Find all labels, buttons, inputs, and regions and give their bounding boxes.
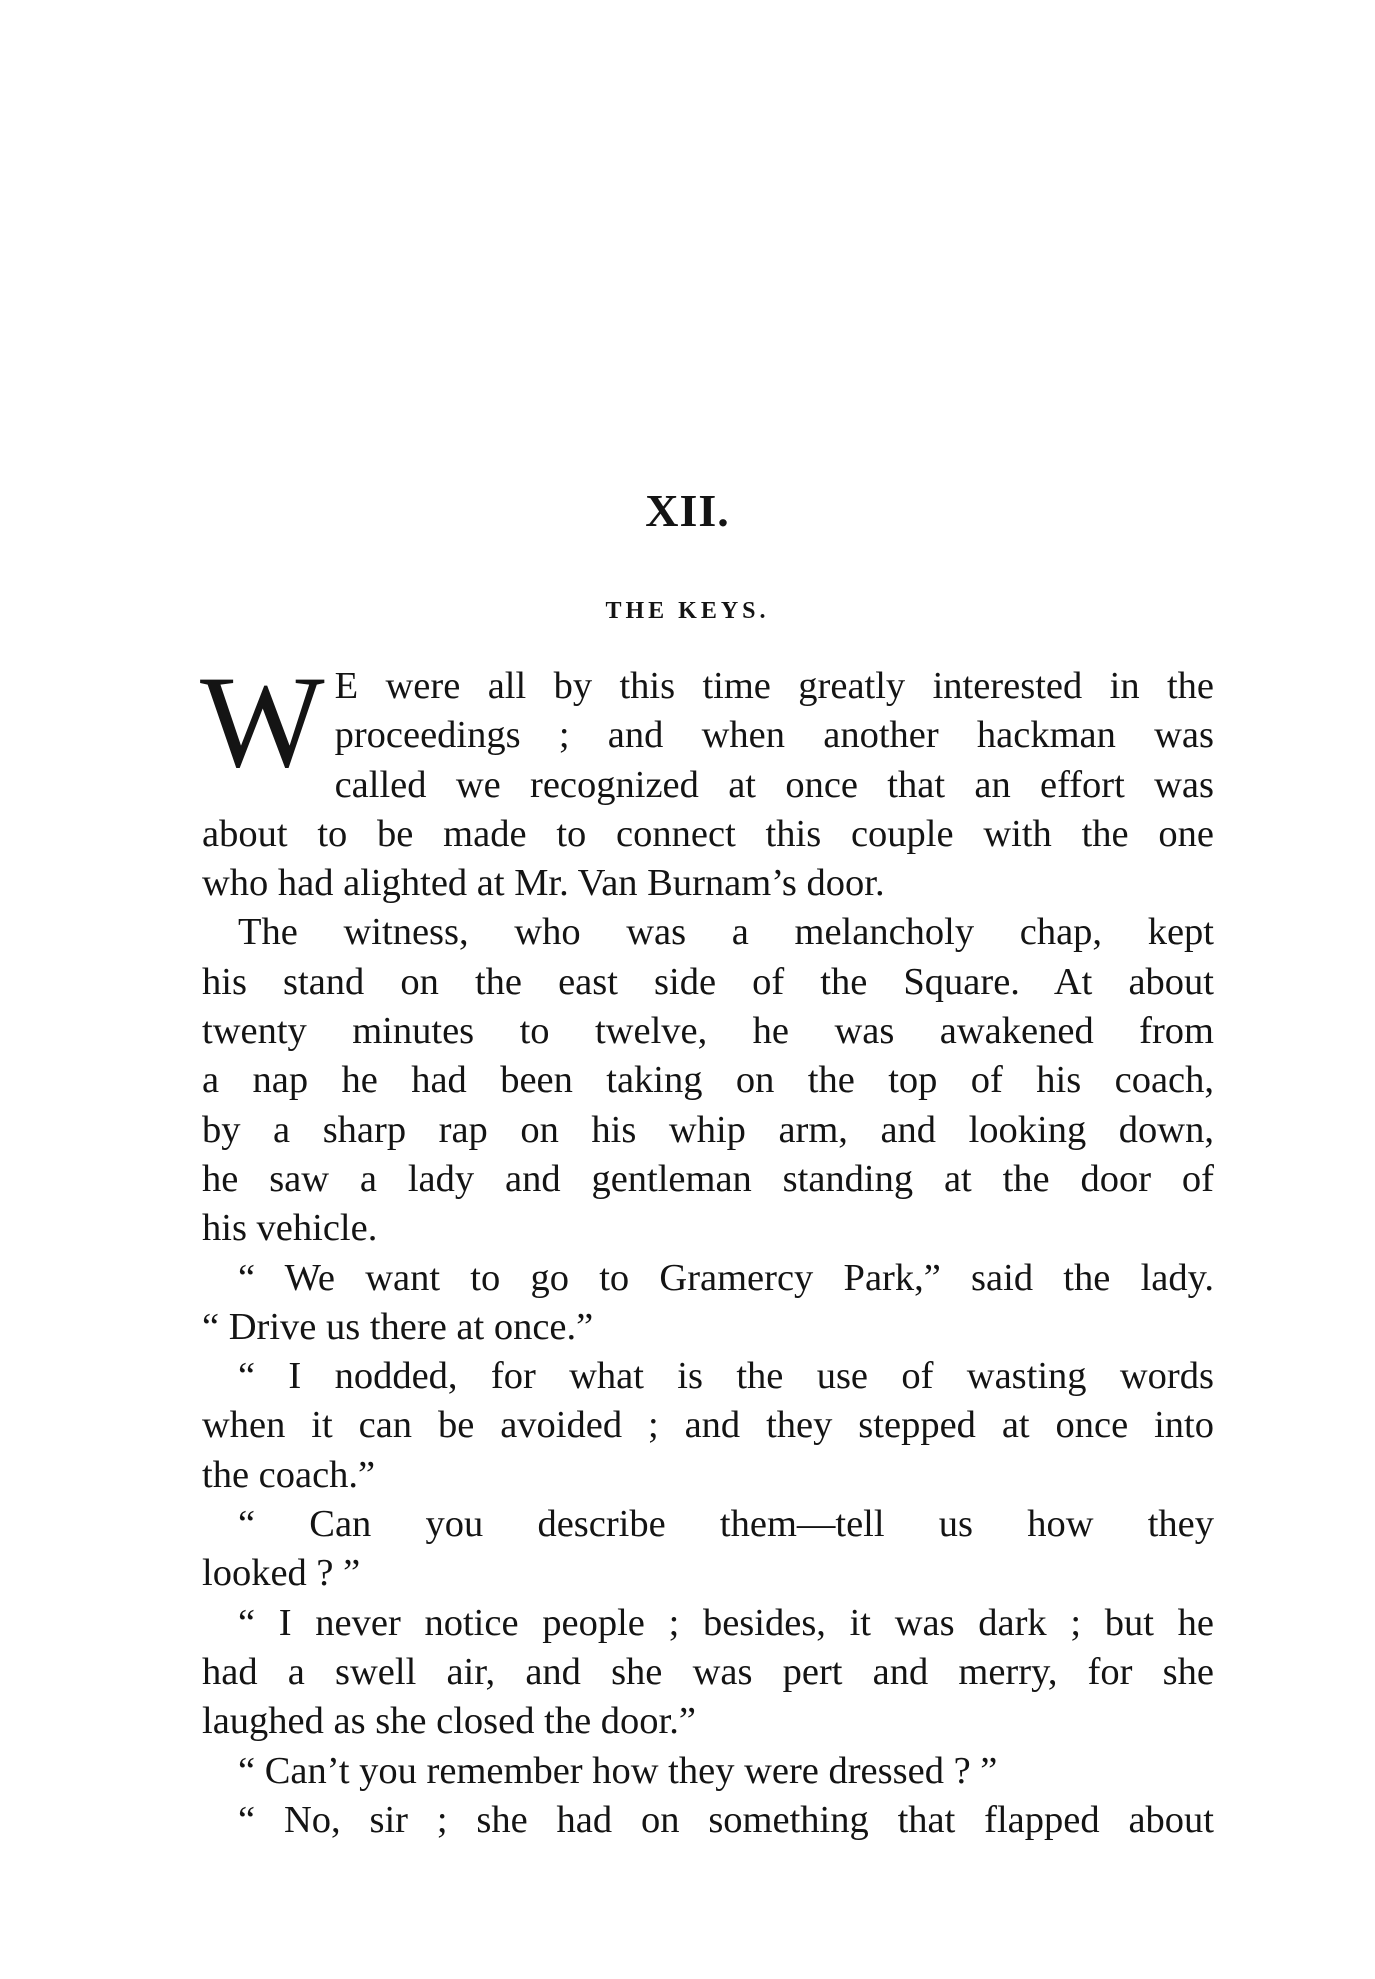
text-line: “ Drive us there at once.”: [202, 1305, 594, 1348]
chapter-number: XII.: [645, 485, 730, 536]
text-line: twenty minutes to twelve, he was awakened from: [202, 1010, 1214, 1053]
text-line: proceedings ; and when another hackman was: [334, 714, 1214, 757]
drop-cap: W: [200, 648, 325, 795]
text-line: laughed as she closed the door.”: [202, 1700, 696, 1743]
text-line: “ Can you describe them—tell us how they: [238, 1503, 1214, 1546]
paragraph-6: [202, 1599, 1214, 1747]
paragraph-5: [202, 1500, 1214, 1599]
text-line: “ Can’t you remember how they were dressed ? ”: [238, 1749, 998, 1792]
text-line: his vehicle.: [202, 1207, 378, 1250]
chapter-title: THE KEYS.: [605, 598, 770, 624]
text-line: the coach.”: [202, 1453, 376, 1496]
text-line: “ I nodded, for what is the use of wasting words: [238, 1355, 1214, 1398]
text-line: had a swell air, and she was pert and merry, for she: [202, 1650, 1214, 1693]
text-line: called we recognized at once that an effort was: [334, 763, 1214, 806]
text-line: E were all by this time greatly interested in the: [334, 665, 1214, 707]
paragraph-3: [202, 1254, 1214, 1353]
text-line: when it can be avoided ; and they stepped at once into: [202, 1404, 1214, 1447]
paragraph-8: [202, 1796, 1214, 1845]
text-line: by a sharp rap on his whip arm, and looking down,: [202, 1108, 1214, 1151]
text-line: his stand on the east side of the Square. At about: [202, 960, 1214, 1003]
text-line: a nap he had been taking on the top of his coach,: [202, 1059, 1214, 1102]
text-line: who had alighted at Mr. Van Burnam’s door.: [202, 862, 885, 905]
text-line: The witness, who was a melancholy chap, kept: [238, 911, 1214, 954]
text-line: “ We want to go to Gramercy Park,” said the lady.: [238, 1256, 1214, 1299]
paragraph-1: [200, 648, 1214, 908]
text-line: “ I never notice people ; besides, it was dark ; but he: [238, 1601, 1214, 1644]
paragraph-7: [202, 1747, 1214, 1796]
text-line: he saw a lady and gentleman standing at the door of: [202, 1157, 1214, 1200]
text-line: “ No, sir ; she had on something that flapped about: [238, 1798, 1214, 1841]
text-line: looked ? ”: [202, 1552, 361, 1595]
paragraph-2: [202, 908, 1214, 1253]
paragraph-4: [202, 1352, 1214, 1500]
text-line: about to be made to connect this couple with the one: [202, 812, 1214, 855]
chapter-body: [200, 648, 1214, 1845]
